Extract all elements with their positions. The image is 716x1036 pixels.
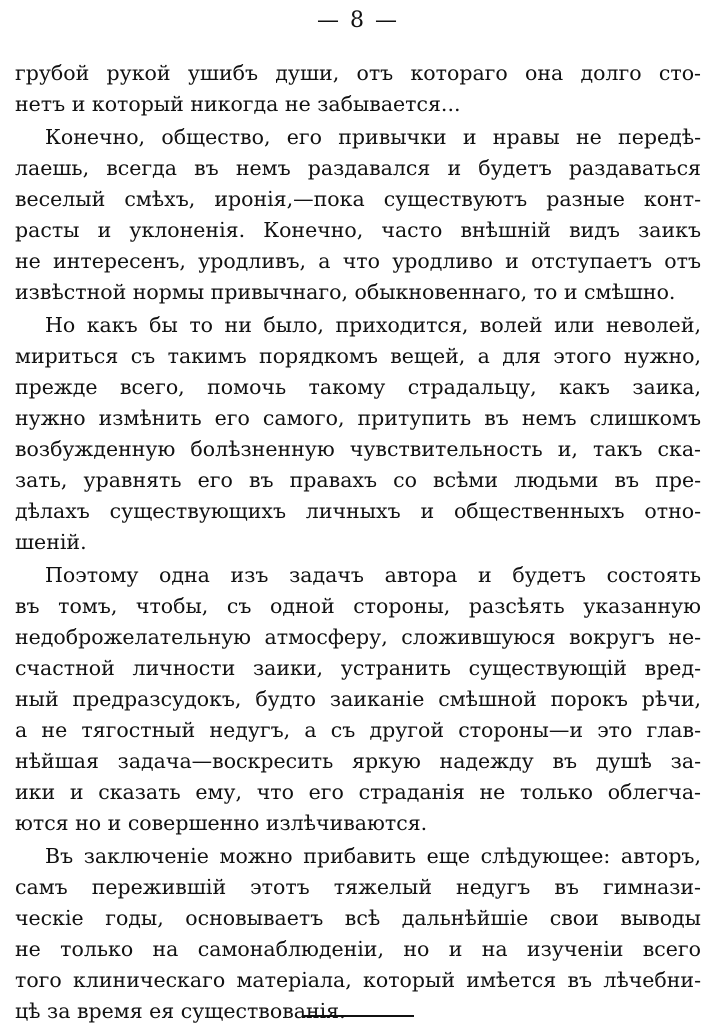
text-line: лаешь, всегда въ немъ раздавался и будетъ раздаваться — [15, 156, 701, 180]
text-line: а не тягостный недугъ, а съ другой стороны—и это глав- — [15, 718, 701, 742]
text-line: счастной личности заики, устранить существующій вред- — [15, 656, 701, 680]
text-line: нѣйшая задача—воскресить яркую надежду въ душѣ за- — [15, 749, 701, 773]
text-line: шеній. — [15, 530, 87, 554]
text-line: прежде всего, помочь такому страдальцу, какъ заика, — [15, 375, 701, 399]
text-line: Поэтому одна изъ задачъ автора и будетъ состоять — [45, 563, 701, 587]
text-line: дѣлахъ существующихъ личныхъ и общественныхъ отно- — [15, 499, 701, 523]
text-line: не только на самонаблюденіи, но и на изученіи всего — [15, 937, 701, 961]
text-line: Но какъ бы то ни было, приходится, волей или неволей, — [45, 313, 701, 337]
text-line: Въ заключеніе можно прибавить еще слѣдующее: авторъ, — [45, 844, 701, 868]
text-line: нетъ и который никогда не забывается... — [15, 92, 461, 116]
text-line: не интересенъ, уродливъ, а что уродливо и отступаетъ отъ — [15, 249, 701, 273]
paragraph-5 — [15, 841, 701, 1027]
text-line: расты и уклоненія. Конечно, часто внѣшній видъ заикъ — [15, 218, 701, 242]
paragraph-3 — [15, 310, 701, 558]
text-line: зать, уравнять его въ правахъ со всѣми людьми въ пре- — [15, 468, 701, 492]
text-line: самъ пережившій этотъ тяжелый недугъ въ гимнази- — [15, 875, 701, 899]
text-line: ики и сказать ему, что его страданія не только облегча- — [15, 780, 701, 804]
text-line: ный предразсудокъ, будто заиканіе смѣшной порокъ рѣчи, — [15, 687, 701, 711]
text-line: того клиническаго матеріала, который имѣется въ лѣчебни- — [15, 968, 701, 992]
text-line: извѣстной нормы привычнаго, обыкновеннаго, то и смѣшно. — [15, 280, 676, 304]
text-line: нужно измѣнить его самого, притупить въ немъ слишкомъ — [15, 406, 701, 430]
paragraph-4 — [15, 560, 701, 839]
text-line: мириться съ такимъ порядкомъ вещей, а для этого нужно, — [15, 344, 701, 368]
paragraph-1 — [15, 58, 701, 120]
text-line: Конечно, общество, его привычки и нравы не передѣ- — [45, 125, 701, 149]
text-line: грубой рукой ушибъ души, отъ котораго она долго сто- — [15, 61, 701, 85]
text-line: недоброжелательную атмосферу, сложившуюся вокругъ не- — [15, 625, 701, 649]
page-number: — 8 — — [317, 8, 399, 33]
text-line: возбужденную болѣзненную чувствительность и, такъ ска- — [15, 437, 701, 461]
text-line: веселый смѣхъ, иронія,—пока существуютъ разные конт- — [15, 187, 701, 211]
text-line: цѣ за время ея существованія. — [15, 999, 346, 1023]
text-line: ются но и совершенно излѣчиваются. — [15, 811, 428, 835]
text-line: въ томъ, чтобы, съ одной стороны, разсѣять указанную — [15, 594, 701, 618]
body-text — [15, 58, 701, 1027]
text-line: ческіе годы, основываетъ всѣ дальнѣйшіе свои выводы — [15, 906, 701, 930]
end-rule-divider — [302, 1015, 414, 1017]
paragraph-2 — [15, 122, 701, 308]
